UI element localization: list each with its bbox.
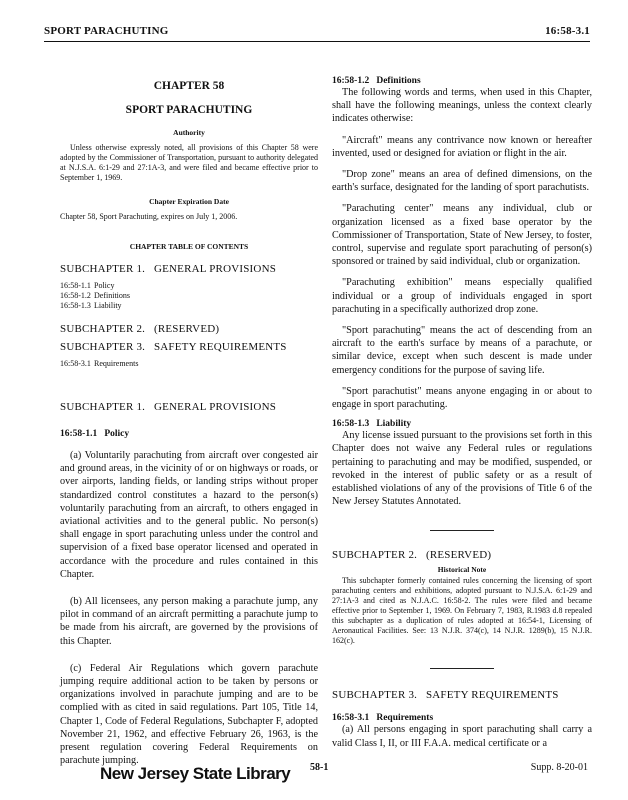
toc-item: 16:58-1.1 Policy [60,281,115,290]
page-footer [0,758,628,788]
historical-note-heading: Historical Note [437,565,487,575]
subchapter-1-heading: SUBCHAPTER 1. GENERAL PROVISIONS [60,401,277,413]
toc-item: 16:58-1.2 Definitions [60,291,130,300]
left-column [60,62,318,767]
authority-heading: Authority [173,128,205,137]
toc-item: 16:58-3.1 Requirements [60,359,139,368]
subchapter-3-heading: SUBCHAPTER 3. SAFETY REQUIREMENTS [332,689,559,702]
definition-sport-parachutist: "Sport parachutist" means anyone engaging in or about to engage in sport parachuting. [332,385,592,411]
header-rule [44,41,590,42]
definition-sport-parachuting: "Sport parachuting" means the act of descending from an aircraft to the earth's surface by means of a parachute, or similar device, except when such descent is made under emergency conditions for the purpose of saving life. [332,325,592,376]
section-divider [430,530,494,531]
running-head-section: 16:58-3.1 [545,25,590,37]
toc-subchapter-3: SUBCHAPTER 3. SAFETY REQUIREMENTS [60,341,287,353]
page-number: 58-1 [310,762,329,773]
toc-list-1 [60,281,318,311]
toc-subchapter-1: SUBCHAPTER 1. GENERAL PROVISIONS [60,263,277,275]
policy-paragraph-c: (c) Federal Air Regulations which govern parachute jumping require additional action to be taken by persons or organizations involved in parachute jumping and are to be complied with as cited in said regulations. Part 105, Title 14, Chapter 1, Code of Federal Regulations, Subchapter F, adopted November 21, 1962, and effective February 26, 1963, is the present regulation covering Federal Requirements on parachute jumping. [60,662,318,767]
section-divider [430,668,494,669]
policy-paragraph-a: (a) Voluntarily parachuting from aircraft over congested air and ground areas, in the vicinity of or on highways or roads, or over airports, landing fields, or landing strips without proper standardized control constitutes a hazard to the person(s) voluntarily parachuting from an aircraft, to others engaged in aviational activities and to the general public. No person(s) shall engage in sport parachuting unless under the control and supervision of a fixed base operator licensed and operated in accordance with the procedure and rules contained in this Chapter. [60,450,318,580]
expiration-heading: Chapter Expiration Date [149,197,229,206]
definition-parachuting-center: "Parachuting center" means any individual, club or organization licensed as a fixed base operator by the Commissioner of Transportation, State of New Jersey, to foster, control, supervise and regulate sport parachuting of person(s) sponsored or trained by said individual, club or organization. [332,203,592,268]
policy-heading: 16:58-1.1 Policy [60,429,130,439]
definition-aircraft: "Aircraft" means any contrivance now known or hereafter invented, used or designed for aviation or flight in the air. [332,134,592,159]
requirements-paragraph-a: (a) All persons engaging in sport parachuting shall carry a valid Class I, II, or III F.A.A. medical certificate or a [332,724,592,749]
chapter-number: CHAPTER 58 [153,80,225,92]
toc-heading: CHAPTER TABLE OF CONTENTS [129,242,249,251]
definitions-heading: 16:58-1.2 Definitions [332,76,421,86]
right-column [332,76,592,750]
expiration-text: Chapter 58, Sport Parachuting, expires on July 1, 2006. [60,212,238,221]
chapter-title: SPORT PARACHUTING [125,104,253,116]
policy-paragraph-b: (b) All licensees, any person making a parachute jump, any pilot in command of an aircraft permitting a parachute jump to be made from his aircraft, are governed by the provisions of this Chapter. [60,596,318,647]
definition-parachuting-exhibition: "Parachuting exhibition" means especially qualified individual or a group of individuals engaged in sport parachuting in a specifically authorized drop zone. [332,277,592,315]
authority-text: Unless otherwise expressly noted, all provisions of this Chapter 58 were adopted by the Commissioner of Transportation, pursuant to authority delegated at N.J.S.A. 6:1-29 and 27:1A-3, and were filed and became effective prior to September 1, 1969. [60,143,318,182]
definition-drop-zone: "Drop zone" means an area of defined dimensions, on the earth's surface, designated for the landing of sport parachutists. [332,169,592,194]
liability-heading: 16:58-1.3 Liability [332,419,412,430]
requirements-heading: 16:58-3.1 Requirements [332,713,434,724]
liability-text: Any license issued pursuant to the provisions set forth in this Chapter does not waive any Federal rules or regulations pertaining to parachuting and may be modified, suspended, or revoked in the interest of public safety or as a result of established violations of any of the provisions of Title 6 of the New Jersey Statutes Annotated. [332,430,592,508]
historical-note-text: This subchapter formerly contained rules concerning the licensing of sport parachuting centers and exhibitions, adopted pursuant to N.J.S.A. 6:1-29 and 27:1A-3 and cited as N.J.A.C. 16:58-2. The rules were filed and became effective prior to September 1, 1969. On February 7, 1983, R.1983 d.8 repealed this subchapter as a duplication of rules adopted at 16:54-1, Licensing of Aeronautical Facilities. See: 13 N.J.R. 374(c), 14 N.J.R. 1289(b), 15 N.J.R. 162(c). [332,576,592,646]
library-stamp: New Jersey State Library [100,764,291,783]
running-head-title: SPORT PARACHUTING [44,25,169,37]
subchapter-2-heading: SUBCHAPTER 2. (RESERVED) [332,549,492,562]
supplement-date: Supp. 8-20-01 [530,762,588,773]
toc-item: 16:58-1.3 Liability [60,301,122,310]
toc-list-3 [60,359,318,369]
toc-subchapter-2: SUBCHAPTER 2. (RESERVED) [60,323,220,335]
running-head [44,25,590,39]
definitions-intro: The following words and terms, when used in this Chapter, shall have the following meanings, unless the context clearly indicates otherwise: [332,87,592,125]
